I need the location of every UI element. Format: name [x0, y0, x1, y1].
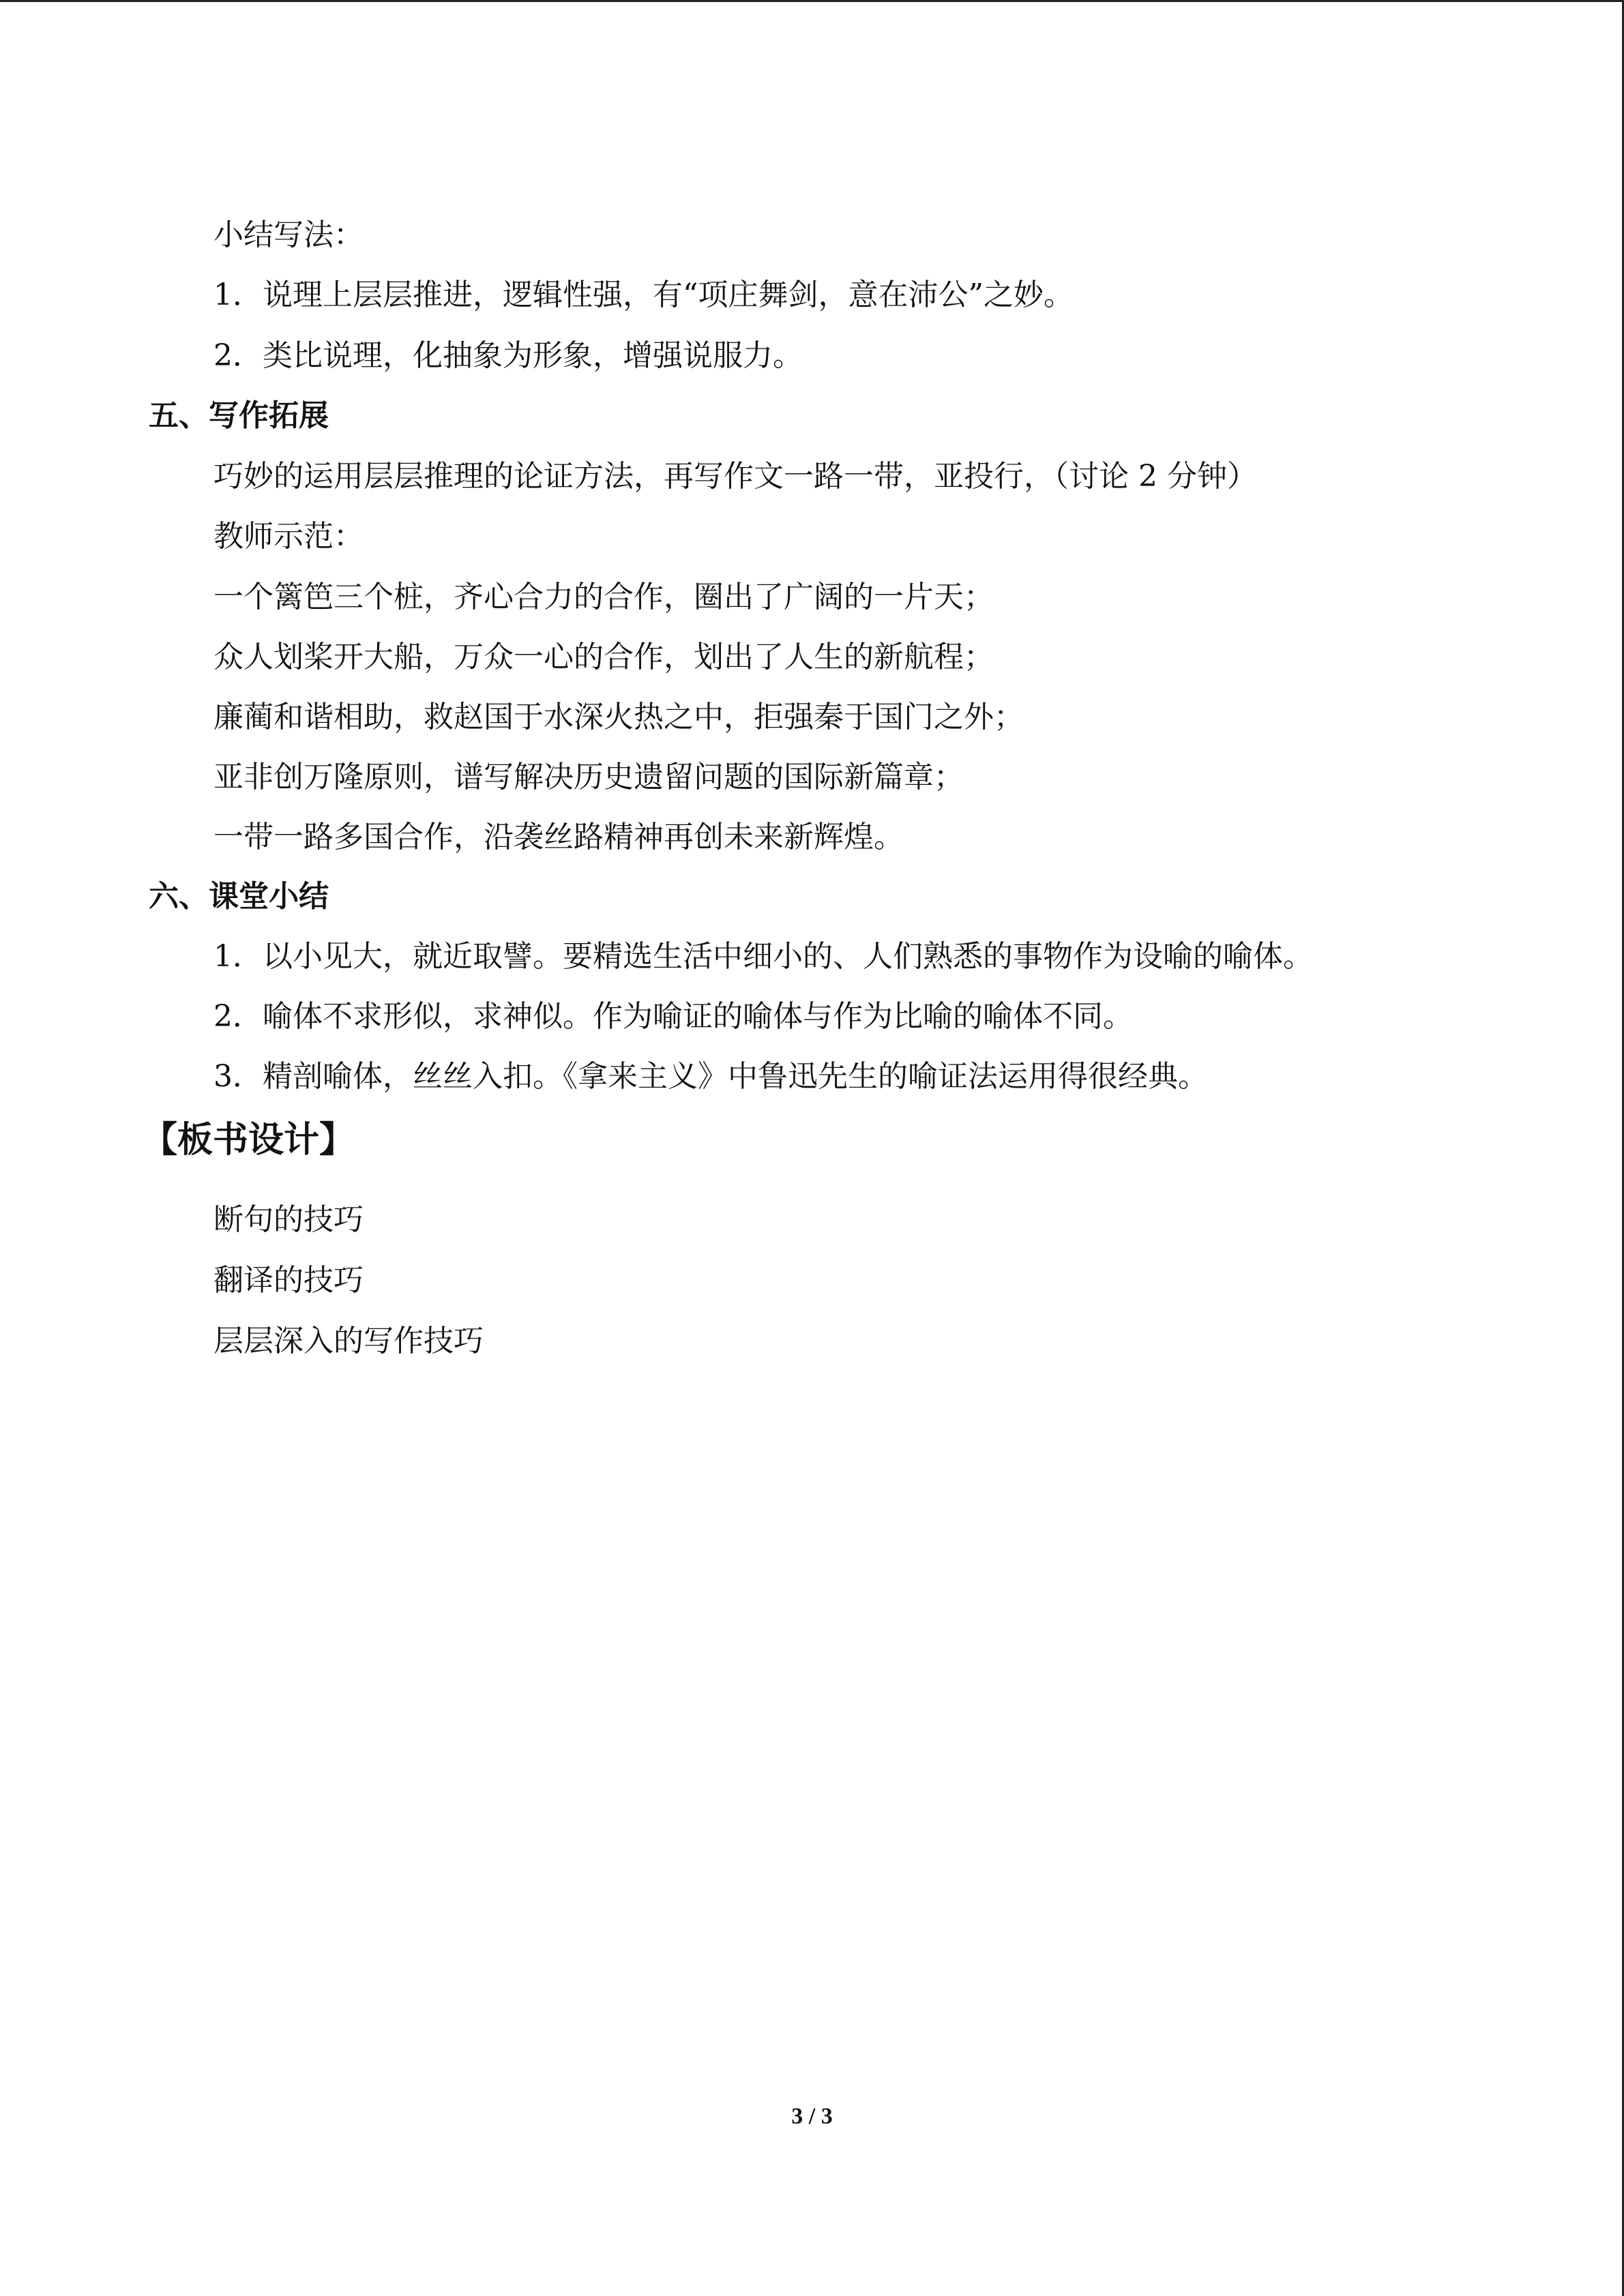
demo-line-5: 一带一路多国合作，沿袭丝路精神再创未来新辉煌。 [213, 820, 904, 854]
page-number: 3 / 3 [791, 2104, 833, 2129]
board-item-3: 层层深入的写作技巧 [213, 1324, 484, 1358]
class-summary-point-3: 3．精剖喻体，丝丝入扣。《拿来主义》中鲁迅先生的喻证法运用得很经典。 [213, 1059, 1208, 1094]
demo-line-4: 亚非创万隆原则，谱写解决历史遗留问题的国际新篇章； [213, 760, 964, 794]
summary-point-2: 2．类比说理，化抽象为形象，增强说服力。 [213, 338, 803, 373]
summary-label: 小结写法： [213, 218, 364, 252]
board-design-heading: 【板书设计】 [142, 1120, 355, 1161]
demo-line-2: 众人划桨开大船，万众一心的合作，划出了人生的新航程； [213, 640, 994, 674]
demo-line-1: 一个篱笆三个桩，齐心合力的合作，圈出了广阔的一片天； [213, 580, 994, 614]
board-item-1: 断句的技巧 [213, 1202, 364, 1237]
class-summary-point-2: 2．喻体不求形似，求神似。作为喻证的喻体与作为比喻的喻体不同。 [213, 999, 1133, 1034]
summary-point-1: 1．说理上层层推进，逻辑性强，有“项庄舞剑，意在沛公”之妙。 [213, 278, 1074, 312]
board-item-2: 翻译的技巧 [213, 1263, 364, 1298]
class-summary-point-1: 1．以小见大，就近取譬。要精选生活中细小的、人们熟悉的事物作为设喻的喻体。 [213, 939, 1313, 974]
page-border-top [0, 0, 1624, 2]
section-heading-writing-extension: 五、写作拓展 [149, 398, 329, 433]
demo-line-3: 廉蔺和谐相助，救赵国于水深火热之中，拒强秦于国门之外； [213, 700, 1024, 734]
writing-task: 巧妙的运用层层推理的论证方法，再写作文一路一带，亚投行，（讨论 2 分钟） [213, 459, 1257, 494]
section-heading-class-summary: 六、课堂小结 [149, 879, 329, 914]
teacher-demo-label: 教师示范： [213, 519, 364, 554]
